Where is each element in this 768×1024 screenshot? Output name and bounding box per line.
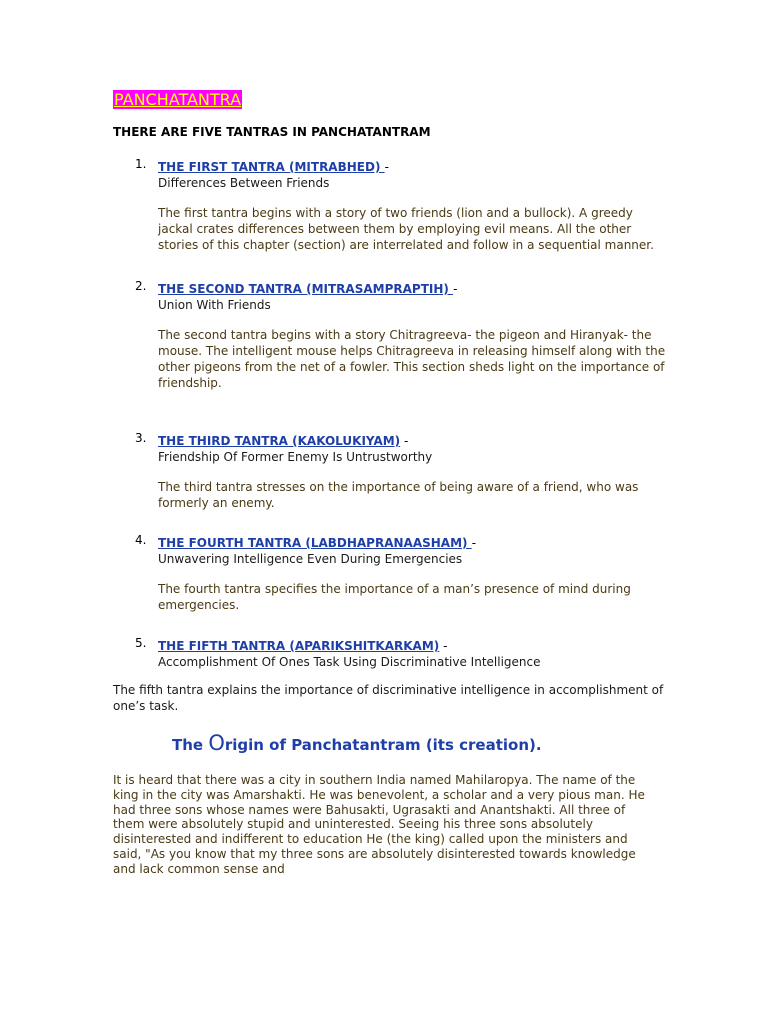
tantra-description: The first tantra begins with a story of two friends (lion and a bullock). A greedy jackal crates differences between them by employing evil means. All the other stories of this chapter (section) are interrelated and follow in a sequential manner.: [158, 206, 654, 252]
tantra-link-first[interactable]: THE FIRST TANTRA (MITRABHED): [158, 160, 385, 174]
dash: -: [384, 160, 389, 174]
origin-prefix: The: [172, 736, 209, 754]
origin-heading: [172, 732, 542, 756]
origin-story: It is heard that there was a city in southern India named Mahilaropya. The name of the king in the city was Amarshakti. He was benevolent, a scholar and a very pious man. He had three sons whose names were Bahusakti, Ugrasakti and Anantshakti. All three of them were absolutely stupid and uninterested. Seeing his three sons absolutely disinterested and indifferent to education He (the king) called upon the ministers and said, "As you know that my three sons are absolutely disinterested towards knowledge and lack common sense and: [113, 773, 645, 876]
dash: -: [453, 282, 458, 296]
dash: -: [400, 434, 409, 448]
list-number: 5.: [135, 636, 147, 650]
tantra-link-fifth[interactable]: THE FIFTH TANTRA (APARIKSHITKARKAM): [158, 639, 440, 653]
tantra-description: The second tantra begins with a story Chitragreeva- the pigeon and Hiranyak- the mouse. The intelligent mouse helps Chitragreeva in releasing himself along with the other pigeons from the net of a fowler. This section sheds light on the importance of friendship.: [158, 328, 666, 390]
fifth-tantra-paragraph: The fifth tantra explains the importance of discriminative intelligence in accomplishment of one’s task.: [113, 683, 664, 713]
tantra-subtitle: Unwavering Intelligence Even During Emergencies: [158, 552, 463, 566]
list-number: 3.: [135, 431, 147, 445]
tantra-subtitle: Differences Between Friends: [158, 176, 330, 190]
list-number: 2.: [135, 279, 147, 293]
dash: -: [471, 536, 477, 550]
tantra-description: The third tantra stresses on the importance of being aware of a friend, who was formerly an enemy.: [158, 480, 639, 510]
tantra-description: The fourth tantra specifies the importance of a man’s presence of mind during emergencies.: [158, 582, 631, 612]
origin-initial: O: [208, 731, 225, 755]
page-subtitle: THERE ARE FIVE TANTRAS IN PANCHATANTRAM: [113, 125, 431, 139]
page-title: PANCHATANTRA: [114, 90, 242, 109]
tantra-subtitle: Friendship Of Former Enemy Is Untrustworthy: [158, 450, 433, 464]
origin-rest: rigin of Panchatantram (its creation).: [224, 736, 542, 754]
list-number: 1.: [135, 157, 147, 171]
tantra-link-third[interactable]: THE THIRD TANTRA (KAKOLUKIYAM): [158, 434, 401, 448]
tantra-subtitle: Accomplishment Of Ones Task Using Discriminative Intelligence: [158, 655, 541, 669]
tantra-link-fourth[interactable]: THE FOURTH TANTRA (LABDHAPRANAASHAM): [158, 536, 472, 550]
list-number: 4.: [135, 533, 147, 547]
tantra-subtitle: Union With Friends: [158, 298, 271, 312]
dash: -: [439, 639, 448, 653]
tantra-link-second[interactable]: THE SECOND TANTRA (MITRASAMPRAPTIH): [158, 282, 454, 296]
